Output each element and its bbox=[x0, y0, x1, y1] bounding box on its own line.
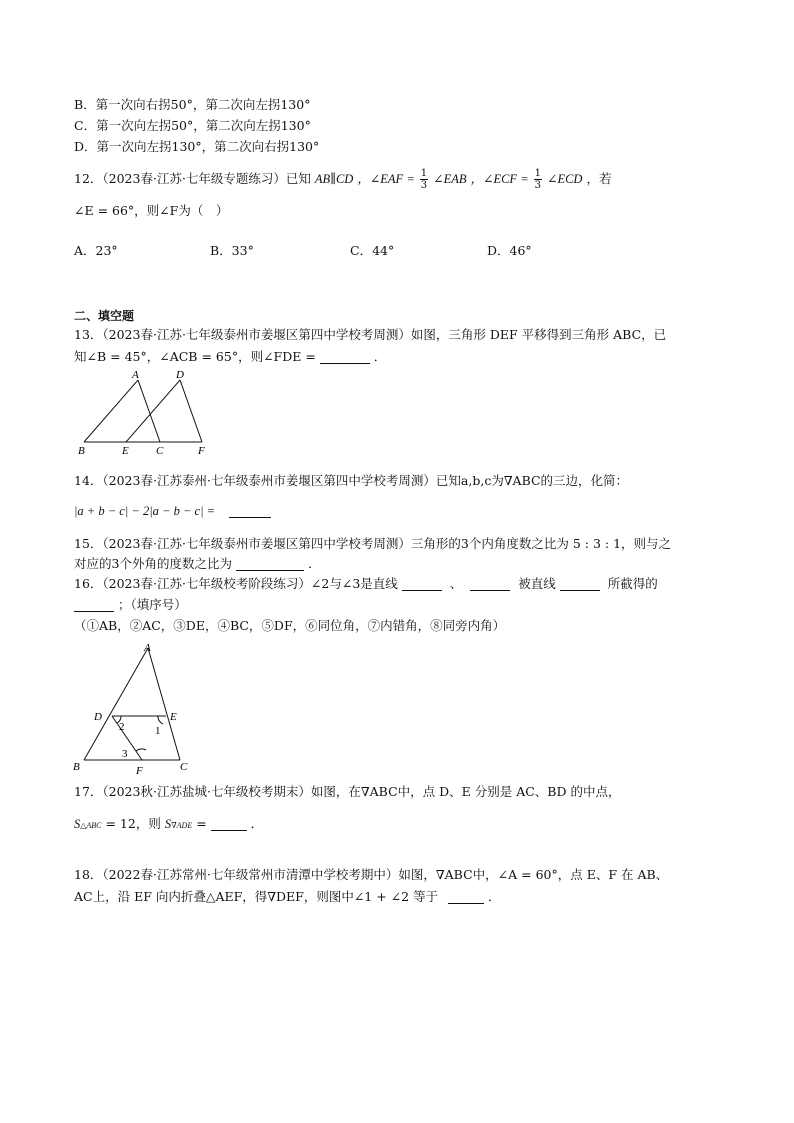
q13-stem-line1: 13．（2023春·江苏·七年级泰州市姜堰区第四中学校考周测）如图，三角形 DEF 平移得到三角形 ABC，已 bbox=[74, 327, 667, 342]
q16-blank-2[interactable] bbox=[470, 576, 510, 591]
fraction-numerator: 1 bbox=[534, 168, 541, 179]
q16-text-a: 16．（2023春·江苏·七年级校考阶段练习）∠2与∠3是直线 bbox=[74, 576, 398, 591]
q14-answer-blank[interactable] bbox=[229, 503, 271, 518]
q15-stem-line2 bbox=[74, 555, 320, 573]
section-heading: 二、填空题 bbox=[74, 309, 135, 323]
segment-df bbox=[180, 380, 202, 442]
q13-period: ． bbox=[373, 349, 387, 364]
segment-de bbox=[126, 380, 180, 442]
q18-answer-blank[interactable] bbox=[448, 889, 484, 904]
q16-blank-4[interactable] bbox=[74, 597, 114, 612]
q13-stem-line2 bbox=[74, 348, 386, 366]
label-2: 2 bbox=[119, 721, 125, 733]
label-c: C bbox=[180, 761, 188, 773]
label-e: E bbox=[122, 445, 129, 457]
q12-option-c: C．44° bbox=[350, 243, 395, 258]
q14-stem-line2 bbox=[74, 502, 271, 520]
fraction-denominator: 3 bbox=[534, 180, 541, 191]
label-a: A bbox=[132, 369, 139, 381]
q12-parallel: AB∥CD bbox=[314, 172, 354, 186]
q11-option-c: C．第一次向左拐50°，第二次向左拐130° bbox=[74, 118, 311, 133]
segment-ac bbox=[138, 380, 160, 442]
q16-blank-3[interactable] bbox=[560, 576, 600, 591]
q17-stem-line2 bbox=[74, 815, 263, 835]
q15-stem-line1: 15．（2023春·江苏·七年级泰州市姜堰区第四中学校考周测）三角形的3个内角度数之比为 5 : 3 : 1，则与之 bbox=[74, 536, 672, 551]
label-1: 1 bbox=[155, 725, 161, 737]
q16-text-d: ；（填序号） bbox=[117, 597, 187, 612]
q17-stem-line1: 17．（2023秋·江苏盐城·七年级校考期末）如图，在∇ABC中，点 D、E 分别是 AC、BD 的中点， bbox=[74, 784, 621, 799]
label-c: C bbox=[156, 445, 164, 457]
q12-stem-line1 bbox=[74, 167, 611, 191]
q12-option-d: D．46° bbox=[487, 243, 532, 258]
q12-ecf-rhs: ∠ECD bbox=[546, 172, 583, 186]
q17-area-symbol: S bbox=[74, 817, 81, 831]
label-d: D bbox=[94, 711, 102, 723]
segment-ab bbox=[84, 380, 138, 442]
q16-sep: 、 bbox=[449, 576, 463, 591]
label-b: B bbox=[73, 761, 80, 773]
q17-area-symbol-2: S bbox=[164, 817, 172, 831]
label-a: A bbox=[144, 642, 151, 654]
q14-stem-line1: 14．（2023春·江苏泰州·七年级泰州市姜堰区第四中学校考周测）已知a,b,c为∇ABC的三边，化简： bbox=[74, 473, 629, 488]
q12-fraction-1 bbox=[420, 168, 428, 191]
label-e: E bbox=[170, 711, 177, 723]
label-d: D bbox=[176, 369, 184, 381]
angle-3-arc bbox=[136, 749, 146, 751]
q12-suffix: ，若 bbox=[586, 171, 612, 186]
angle-1-arc bbox=[158, 716, 163, 724]
q17-answer-blank[interactable] bbox=[211, 816, 247, 831]
q18-text: AC上，沿 EF 向内折叠△AEF，得∇DEF，则图中∠1 + ∠2 等于 bbox=[74, 889, 439, 904]
q16-text-b: 被直线 bbox=[518, 576, 556, 591]
q18-period: ． bbox=[488, 889, 501, 904]
q17-equals: = bbox=[192, 816, 207, 831]
q12-ecf-lhs: ，∠ECF = bbox=[470, 172, 529, 186]
q12-fraction-2 bbox=[534, 168, 542, 191]
fraction-denominator: 3 bbox=[420, 180, 428, 191]
q12-option-b: B．33° bbox=[210, 243, 254, 258]
q16-stem-line1 bbox=[74, 575, 658, 593]
q14-expression: |a + b − c| − 2|a − b − c| = bbox=[74, 504, 216, 518]
q12-eaf-lhs: ，∠EAF = bbox=[357, 172, 415, 186]
q11-option-d: D．第一次向左拐130°，第二次向右拐130° bbox=[74, 139, 320, 154]
q15-period: ． bbox=[307, 556, 321, 571]
q17-area-value: = 12，则 bbox=[101, 816, 161, 831]
q15-answer-blank[interactable] bbox=[236, 556, 304, 571]
q11-option-b: B．第一次向右拐50°，第二次向左拐130° bbox=[74, 97, 311, 112]
q12-option-a: A．23° bbox=[74, 243, 118, 258]
q17-area-subscript: △ABC bbox=[80, 821, 102, 830]
q15-text: 对应的3个外角的度数之比为 bbox=[74, 556, 232, 571]
q18-stem-line1: 18．（2022春·江苏常州·七年级常州市清潭中学校考期中）如图，∇ABC中，∠A = 60°，点 E、F 在 AB、 bbox=[74, 867, 669, 882]
q13-answer-blank[interactable] bbox=[320, 349, 370, 364]
fraction-numerator: 1 bbox=[420, 168, 428, 179]
q16-choices: （①AB，②AC，③DE，④BC，⑤DF，⑥同位角，⑦内错角，⑧同旁内角） bbox=[74, 618, 506, 633]
label-f: F bbox=[136, 765, 143, 777]
q12-prefix: 12．（2023春·江苏·七年级专题练习）已知 bbox=[74, 171, 311, 186]
q13-figure bbox=[70, 368, 220, 458]
label-3: 3 bbox=[122, 748, 128, 760]
q12-stem-line2: ∠E = 66°，则∠F为（ ） bbox=[74, 203, 229, 218]
q16-blank-1[interactable] bbox=[402, 576, 442, 591]
q16-stem-line2 bbox=[74, 596, 187, 614]
segment-ac bbox=[148, 648, 180, 760]
q13-given: 知∠B = 45°，∠ACB = 65°，则∠FDE = bbox=[74, 349, 316, 364]
segment-ab bbox=[84, 648, 148, 760]
q12-eaf-rhs: ∠EAB bbox=[433, 172, 467, 186]
q16-figure bbox=[66, 638, 196, 778]
q16-text-c: 所截得的 bbox=[607, 576, 658, 591]
q18-stem-line2 bbox=[74, 888, 501, 906]
q17-area-subscript-2: ∇ADE bbox=[171, 821, 193, 830]
q17-period: ． bbox=[250, 816, 264, 831]
label-f: F bbox=[198, 445, 205, 457]
label-b: B bbox=[78, 445, 85, 457]
